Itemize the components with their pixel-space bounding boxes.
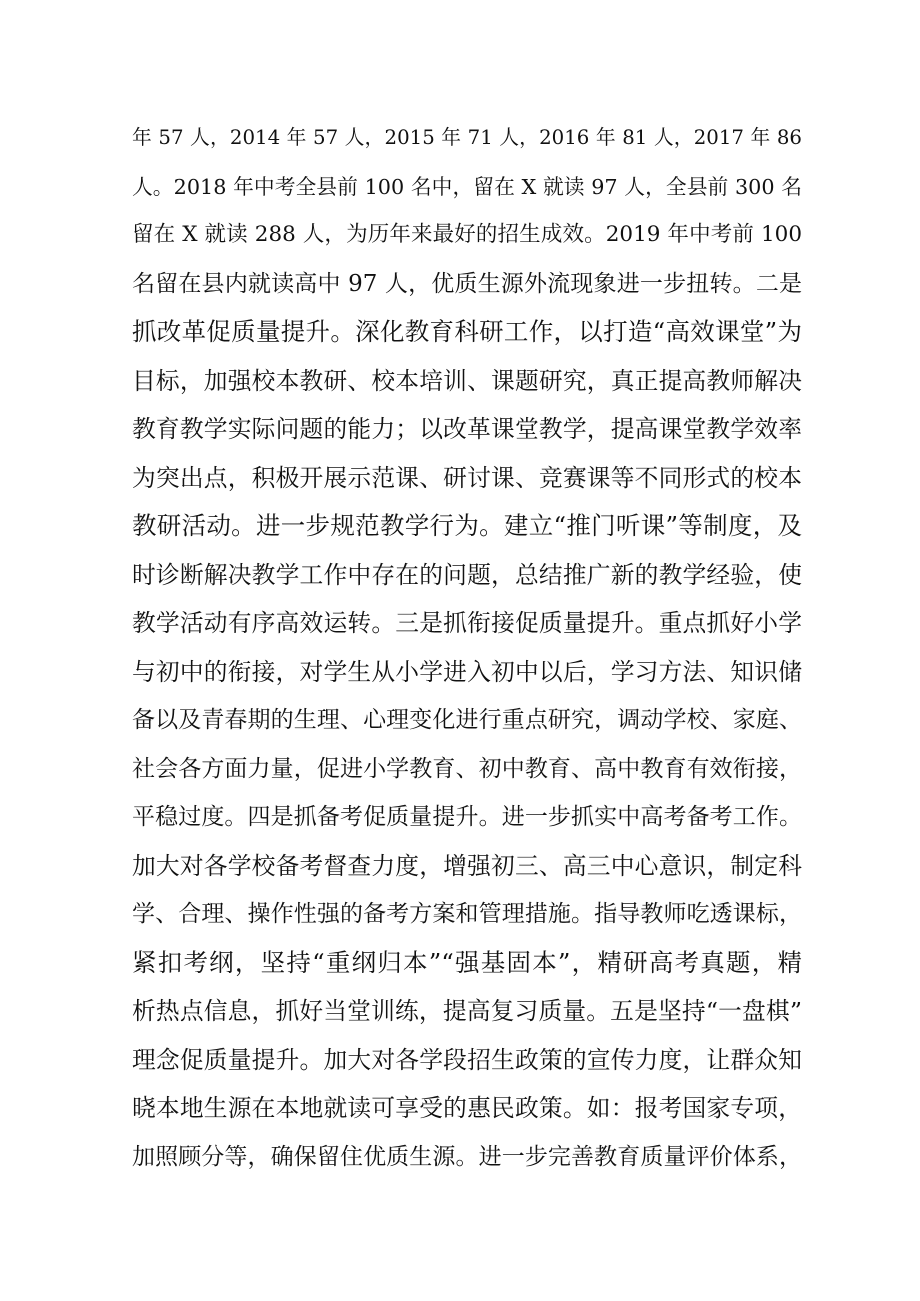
text-line: 目标，加强校本教研、校本培训、课题研究，真正提高教师解决 — [132, 366, 802, 395]
text-line: 加大对各学校备考督查力度，增强初三、高三中心意识，制定科 — [132, 851, 802, 880]
text-line: 晓本地生源在本地就读可享受的惠民政策。如：报考国家专项， — [132, 1094, 802, 1122]
text-line: 时诊断解决教学工作中存在的问题，总结推广新的教学经验，使 — [132, 560, 802, 589]
text-line: 加照顾分等，确保留住优质生源。进一步完善教育质量评价体系， — [132, 1143, 802, 1170]
text-line: 名留在县内就读高中 97 人，优质生源外流现象进一步扭转。二是 — [132, 270, 802, 297]
text-line: 析热点信息，抓好当堂训练，提高复习质量。五是坚持“一盘棋” — [132, 997, 802, 1025]
text-line: 教学活动有序高效运转。三是抓衔接促质量提升。重点抓好小学 — [132, 609, 802, 637]
text-line: 学、合理、操作性强的备考方案和管理措施。指导教师吃透课标， — [132, 901, 802, 927]
text-line: 教育教学实际问题的能力；以改革课堂教学，提高课堂教学效率 — [132, 415, 802, 443]
text-line: 教研活动。进一步规范教学行为。建立“推门听课”等制度，及 — [132, 511, 802, 540]
text-line: 为突出点，积极开展示范课、研讨课、竞赛课等不同形式的校本 — [132, 463, 802, 492]
text-line: 备以及青春期的生理、心理变化进行重点研究，调动学校、家庭、 — [132, 707, 802, 733]
text-line: 抓改革促质量提升。深化教育科研工作，以打造“高效课堂”为 — [132, 317, 802, 346]
text-line: 社会各方面力量，促进小学教育、初中教育、高中教育有效衔接， — [132, 755, 802, 782]
text-line: 人。2018 年中考全县前 100 名中，留在 X 就读 97 人，全县前 300 名 — [132, 174, 802, 199]
text-line: 留在 X 就读 288 人，为历年来最好的招生成效。2019 年中考前 100 — [132, 222, 802, 247]
text-line: 与初中的衔接，对学生从小学进入初中以后，学习方法、知识储 — [132, 657, 802, 686]
text-line: 紧扣考纲，坚持“重纲归本”“强基固本”，精研高考真题，精 — [132, 947, 802, 977]
body-paragraph — [132, 114, 802, 1181]
text-line: 年 57 人，2014 年 57 人，2015 年 71 人，2016 年 81 人，2017 年 86 — [132, 126, 802, 149]
text-line: 平稳过度。四是抓备考促质量提升。进一步抓实中高考备考工作。 — [132, 804, 802, 830]
text-line: 理念促质量提升。加大对各学段招生政策的宣传力度，让群众知 — [132, 1045, 802, 1074]
